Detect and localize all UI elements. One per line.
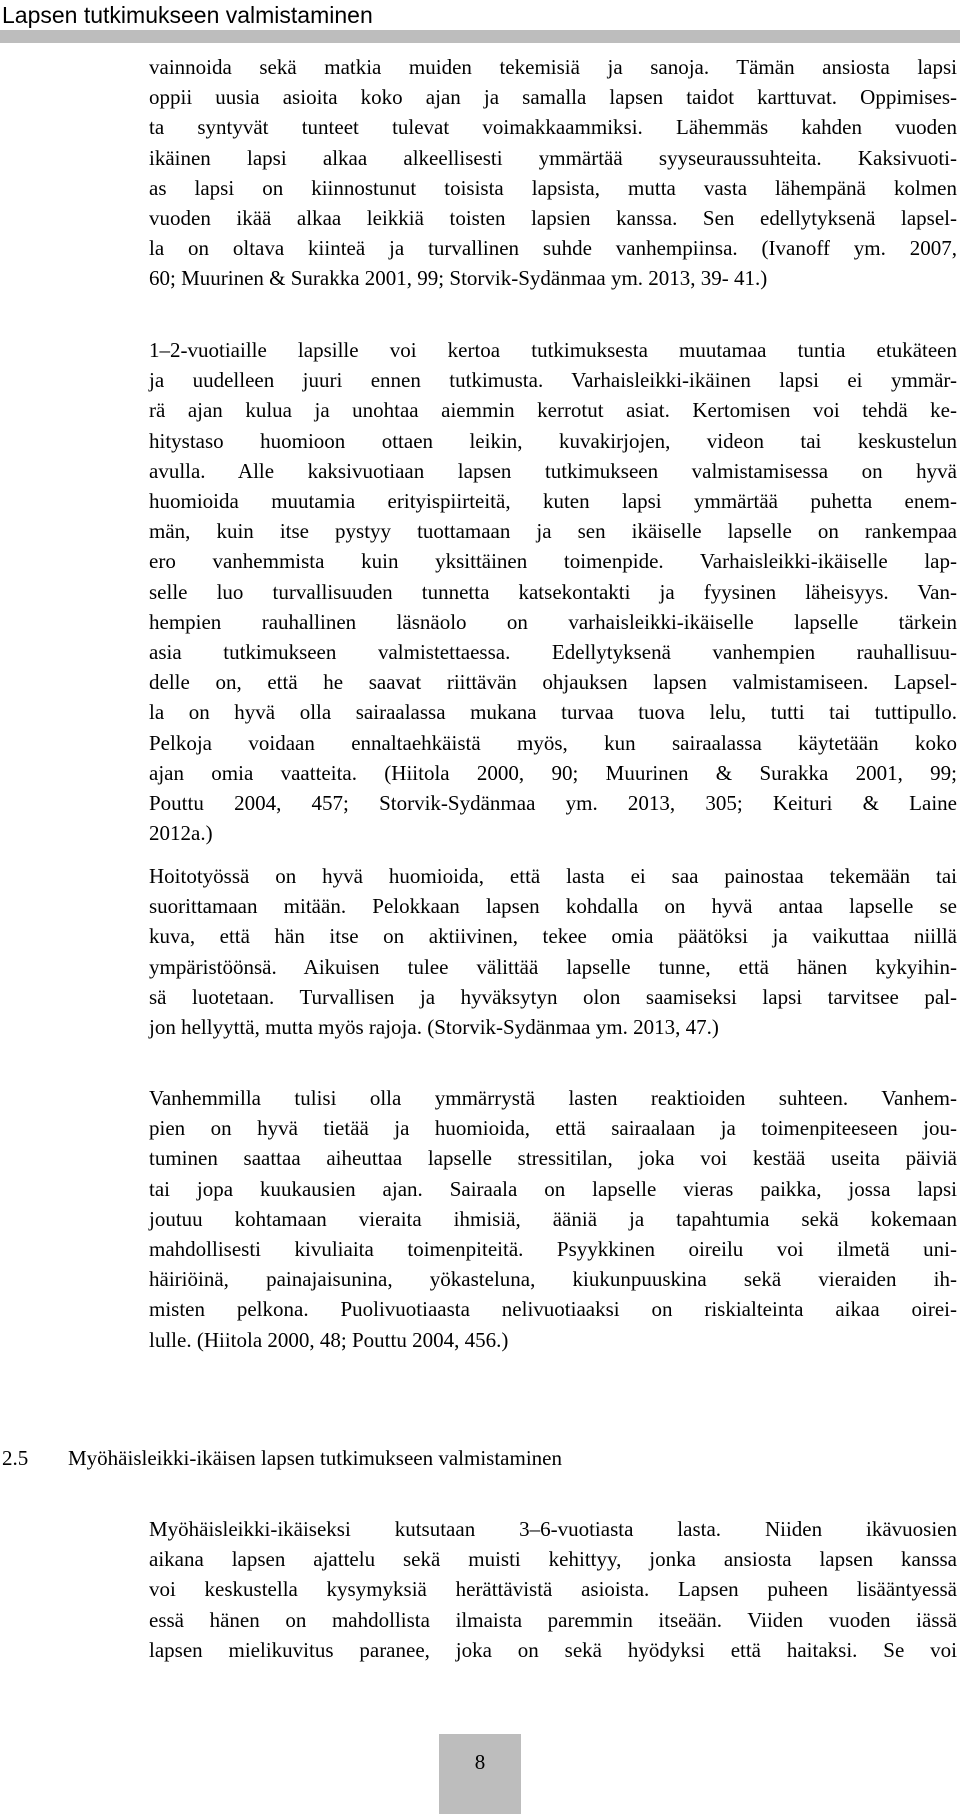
text-line: selle luo turvallisuuden tunnetta katsekontakti ja fyysinen läheisyys. Van- xyxy=(149,579,957,604)
text-line: 60; Muurinen & Surakka 2001, 99; Storvik-Sydänmaa ym. 2013, 39- 41.) xyxy=(149,266,768,291)
page-number-box xyxy=(439,1734,521,1814)
text-line: pien on hyvä tietää ja huomioida, että sairaalaan ja toimenpiteeseen jou- xyxy=(149,1116,957,1141)
text-line: ympäristöönsä. Aikuisen tulee välittää lapselle tunne, että hänen kykyihin- xyxy=(149,954,957,979)
text-line: tai jopa kuukausien ajan. Sairaala on lapselle vieras paikka, jossa lapsi xyxy=(149,1176,957,1201)
text-line: avulla. Alle kaksivuotiaan lapsen tutkimukseen valmistamisessa on hyvä xyxy=(149,458,957,483)
section-number: 2.5 xyxy=(2,1446,29,1470)
section-title: Myöhäisleikki-ikäisen lapsen tutkimukseen valmistaminen xyxy=(68,1446,562,1470)
text-line: la on oltava kiinteä ja turvallinen suhde vanhempiinsa. (Ivanoff ym. 2007, xyxy=(149,236,957,261)
text-line: misten pelkona. Puolivuotiaasta nelivuotiaaksi on riskialteinta aikaa oirei- xyxy=(149,1297,957,1322)
text-line: ja uudelleen juuri ennen tutkimusta. Varhaisleikki-ikäinen lapsi ei ymmär- xyxy=(149,368,957,393)
section-heading xyxy=(2,1443,902,1473)
body-paragraph-2 xyxy=(149,335,957,848)
body-paragraph-1 xyxy=(149,52,957,294)
text-line: tuminen saattaa aiheuttaa lapselle stressitilan, joka voi kestää useita päiviä xyxy=(149,1146,957,1171)
text-line: Hoitotyössä on hyvä huomioida, että lasta ei saa painostaa tekemään tai xyxy=(149,864,957,888)
text-line: essä hänen on mahdollista ilmaista paremmin itseään. Viiden vuoden iässä xyxy=(149,1607,957,1632)
text-line: aikana lapsen ajattelu sekä muisti kehittyy, jonka ansiosta lapsen kanssa xyxy=(149,1547,957,1572)
text-line: ajan omia vaatteita. (Hiitola 2000, 90; Muurinen & Surakka 2001, 99; xyxy=(149,760,957,785)
text-line: jon hellyyttä, mutta myös rajoja. (Storvik-Sydänmaa ym. 2013, 47.) xyxy=(149,1015,719,1040)
section-paragraph xyxy=(149,1514,957,1665)
page-number: 8 xyxy=(474,1750,486,1774)
running-header-title: Lapsen tutkimukseen valmistaminen xyxy=(2,2,373,28)
text-line: mahdollisesti kivuliaita toimenpiteitä. Psyykkinen oireilu voi ilmetä uni- xyxy=(149,1237,957,1262)
text-line: vuoden ikää alkaa leikkiä toisten lapsien kanssa. Sen edellytyksenä lapsel- xyxy=(149,206,957,231)
text-line: vainnoida sekä matkia muiden tekemisiä ja sanoja. Tämän ansiosta lapsi xyxy=(149,55,957,79)
text-line: hempien rauhallinen läsnäolo on varhaisleikki-ikäiselle lapselle tärkein xyxy=(149,609,957,634)
text-line: oppii uusia asioita koko ajan ja samalla lapsen taidot karttuvat. Oppimises- xyxy=(149,85,957,110)
text-line: Vanhemmilla tulisi olla ymmärrystä lasten reaktioiden suhteen. Vanhem- xyxy=(149,1086,957,1110)
text-line: ta syntyvät tunteet tulevat voimakkaammiksi. Lähemmäs kahden vuoden xyxy=(149,115,957,140)
text-line: ero vanhemmista kuin yksittäinen toimenpide. Varhaisleikki-ikäiselle lap- xyxy=(149,549,957,574)
text-line: suorittamaan mitään. Pelokkaan lapsen kohdalla on hyvä antaa lapselle se xyxy=(149,894,957,919)
text-line: lulle. (Hiitola 2000, 48; Pouttu 2004, 456.) xyxy=(149,1327,509,1352)
text-line: lapsen mielikuvitus paranee, joka on sekä hyödyksi että haitaksi. Se voi xyxy=(149,1637,957,1662)
text-line: häiriöinä, painajaisunina, yökasteluna, kiukunpuuskina sekä vieraiden ih- xyxy=(149,1267,957,1292)
text-line: voi keskustella kysymyksiä herättävistä asioista. Lapsen puheen lisääntyessä xyxy=(149,1577,957,1602)
text-line: hitystaso huomioon ottaen leikin, kuvakirjojen, videon tai keskustelun xyxy=(149,428,957,453)
text-line: sä luotetaan. Turvallisen ja hyväksytyn olon saamiseksi lapsi tarvitsee pal- xyxy=(149,984,957,1009)
text-line: asia tutkimukseen valmistettaessa. Edellytyksenä vanhempien rauhallisuu- xyxy=(149,640,957,665)
text-line: 1–2-vuotiaille lapsille voi kertoa tutkimuksesta muutamaa tuntia etukäteen xyxy=(149,338,957,362)
text-line: joutuu kohtamaan vieraita ihmisiä, ääniä ja tapahtumia sekä kokemaan xyxy=(149,1206,957,1231)
header-rule xyxy=(0,30,960,43)
body-paragraph-4 xyxy=(149,1083,957,1355)
text-line: rä ajan kulua ja unohtaa aiemmin kerrotut asiat. Kertomisen voi tehdä ke- xyxy=(149,398,957,423)
text-line: 2012a.) xyxy=(149,821,213,846)
text-line: la on hyvä olla sairaalassa mukana turvaa tuova lelu, tutti tai tuttipullo. xyxy=(149,700,957,725)
body-paragraph-3 xyxy=(149,861,957,1042)
text-line: kuva, että hän itse on aktiivinen, tekee omia päätöksi ja vaikuttaa niillä xyxy=(149,924,957,949)
text-line: Pelkoja voidaan ennaltaehkäistä myös, kun sairaalassa käytetään koko xyxy=(149,730,957,755)
text-line: män, kuin itse pystyy tuottamaan ja sen ikäiselle lapselle on rankempaa xyxy=(149,519,957,544)
text-line: ikäinen lapsi alkaa alkeellisesti ymmärtää syyseuraussuhteita. Kaksivuoti- xyxy=(149,145,957,170)
text-line: delle on, että he saavat riittävän ohjauksen lapsen valmistamiseen. Lapsel- xyxy=(149,670,957,695)
text-line: huomioida muutamia erityispiirteitä, kuten lapsi ymmärtää puhetta enem- xyxy=(149,489,957,514)
text-line: as lapsi on kiinnostunut toisista lapsista, mutta vasta lähempänä kolmen xyxy=(149,175,957,200)
text-line: Myöhäisleikki-ikäiseksi kutsutaan 3–6-vuotiasta lasta. Niiden ikävuosien xyxy=(149,1517,957,1541)
text-line: Pouttu 2004, 457; Storvik-Sydänmaa ym. 2013, 305; Keituri & Laine xyxy=(149,791,957,816)
